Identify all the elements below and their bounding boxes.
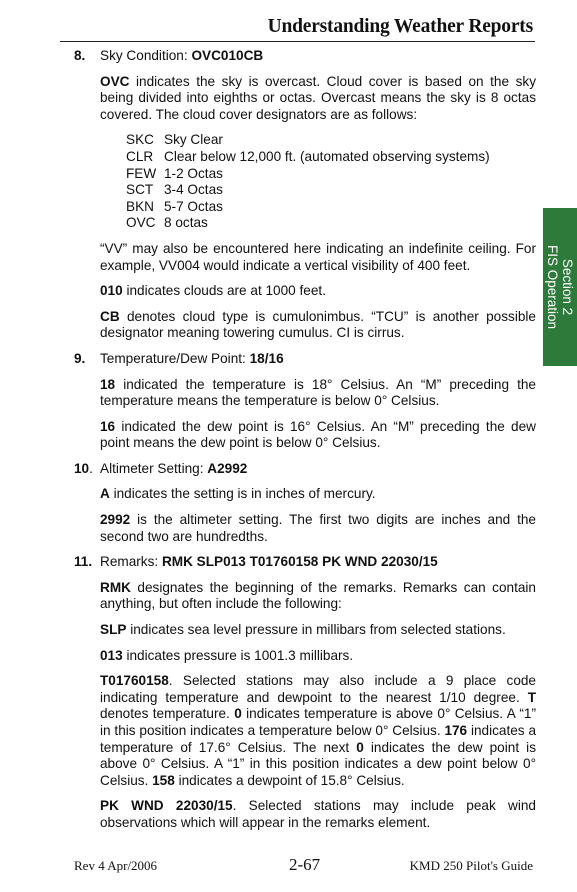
footer-guide-title: KMD 250 Pilot's Guide bbox=[409, 858, 533, 873]
code-abbrev: SKC bbox=[126, 132, 154, 148]
paragraph: 16 indicated the dew point is 16° Celsius. An “M” preceding the dew point means the dew point is below 0° Celsius. bbox=[100, 418, 536, 451]
item-number: 9. bbox=[74, 350, 86, 366]
paragraph: CB denotes cloud type is cumulonimbus. “TCU” is another possible designator meaning towering cumulus. CI is cirrus. bbox=[100, 308, 536, 341]
paragraph: PK WND 22030/15. Selected stations may include peak wind observations which will appear in the remarks element. bbox=[100, 798, 536, 830]
code-abbrev: FEW bbox=[126, 165, 157, 181]
page-content bbox=[74, 48, 536, 841]
paragraph: 010 indicates clouds are at 1000 feet. bbox=[100, 283, 326, 299]
item-value: A2992 bbox=[207, 460, 248, 476]
item-sky-condition-heading bbox=[74, 48, 536, 65]
section-tab-text bbox=[545, 245, 575, 329]
paragraph: T01760158. Selected stations may also include a 9 place code indicating temperature and dewpoint to the nearest 1/10 degree. T denotes temperature. 0 indicates temperature is above 0° Celsius. A “1” in this position indicates a temperature below 0° Celsius. 176 indicates a temperature of 17.6° Celsius. The next 0 indicates the dew point is above 0° Celsius. A “1” in this position indicates a dew point below 0° Celsius. 158 indicates a dewpoint of 15.8° Celsius. bbox=[100, 673, 537, 788]
code-desc: Clear below 12,000 ft. (automated observing systems) bbox=[164, 148, 490, 164]
footer-revision: Rev 4 Apr/2006 bbox=[74, 858, 158, 873]
paragraph: 18 indicated the temperature is 18° Celsius. An “M” preceding the temperature means the temperature is below 0° Celsius. bbox=[100, 376, 536, 409]
code-row bbox=[126, 132, 536, 149]
paragraph: A indicates the setting is in inches of mercury. bbox=[100, 486, 376, 502]
paragraph: 2992 is the altimeter setting. The first two digits are inches and the second two are hundredths. bbox=[100, 512, 536, 544]
header-rule bbox=[60, 41, 535, 42]
code-desc: Sky Clear bbox=[164, 132, 223, 148]
item-value: RMK SLP013 T01760158 PK WND 22030/15 bbox=[161, 554, 438, 570]
cloud-cover-codes bbox=[126, 132, 536, 232]
item-remarks-heading bbox=[74, 554, 536, 571]
code-abbrev: CLR bbox=[126, 148, 154, 164]
code-abbrev: BKN bbox=[126, 198, 154, 214]
code-row bbox=[126, 199, 536, 216]
item-number: 10. bbox=[74, 460, 93, 476]
item-number: 8. bbox=[74, 48, 86, 63]
paragraph: 013 indicates pressure is 1001.3 millibars. bbox=[100, 647, 354, 663]
item-altimeter-heading bbox=[74, 461, 536, 478]
section-tab-line2: FIS Operation bbox=[545, 244, 560, 330]
item-value: OVC010CB bbox=[191, 48, 264, 63]
paragraph: SLP indicates sea level pressure in millibars from selected stations. bbox=[100, 622, 506, 638]
item-label: Altimeter Setting: bbox=[100, 460, 208, 476]
code-abbrev: OVC bbox=[126, 215, 156, 231]
item-label: Remarks: bbox=[100, 554, 162, 570]
paragraph: “VV” may also be encountered here indicating an indefinite ceiling. For example, VV004 would indicate a vertical visibility of 400 feet. bbox=[100, 240, 536, 273]
code-desc: 5-7 Octas bbox=[164, 198, 223, 214]
code-abbrev: SCT bbox=[126, 182, 154, 198]
page-header-title: Understanding Weather Reports bbox=[267, 16, 533, 37]
footer-page-number: 2-67 bbox=[289, 855, 321, 874]
code-desc: 3-4 Octas bbox=[164, 182, 223, 198]
code-row bbox=[126, 182, 536, 199]
item-number: 11. bbox=[74, 554, 93, 570]
item-label: Sky Condition: bbox=[100, 48, 192, 63]
section-tab-line1: Section 2 bbox=[560, 258, 575, 316]
code-row bbox=[126, 149, 536, 166]
item-temperature-heading bbox=[74, 351, 536, 368]
code-row bbox=[126, 166, 536, 183]
section-tab bbox=[543, 208, 577, 366]
code-row bbox=[126, 215, 536, 232]
code-desc: 1-2 Octas bbox=[164, 165, 223, 181]
code-desc: 8 octas bbox=[164, 215, 208, 231]
item-value: 18/16 bbox=[249, 350, 284, 366]
paragraph: RMK designates the beginning of the remarks. Remarks can contain anything, but often include the following: bbox=[100, 579, 536, 612]
paragraph: OVC indicates the sky is overcast. Cloud cover is based on the sky being divided into eighths or octas. Overcast means the sky is 8 octas covered. The cloud cover designators are as follows: bbox=[100, 73, 536, 122]
item-label: Temperature/Dew Point: bbox=[100, 350, 250, 366]
